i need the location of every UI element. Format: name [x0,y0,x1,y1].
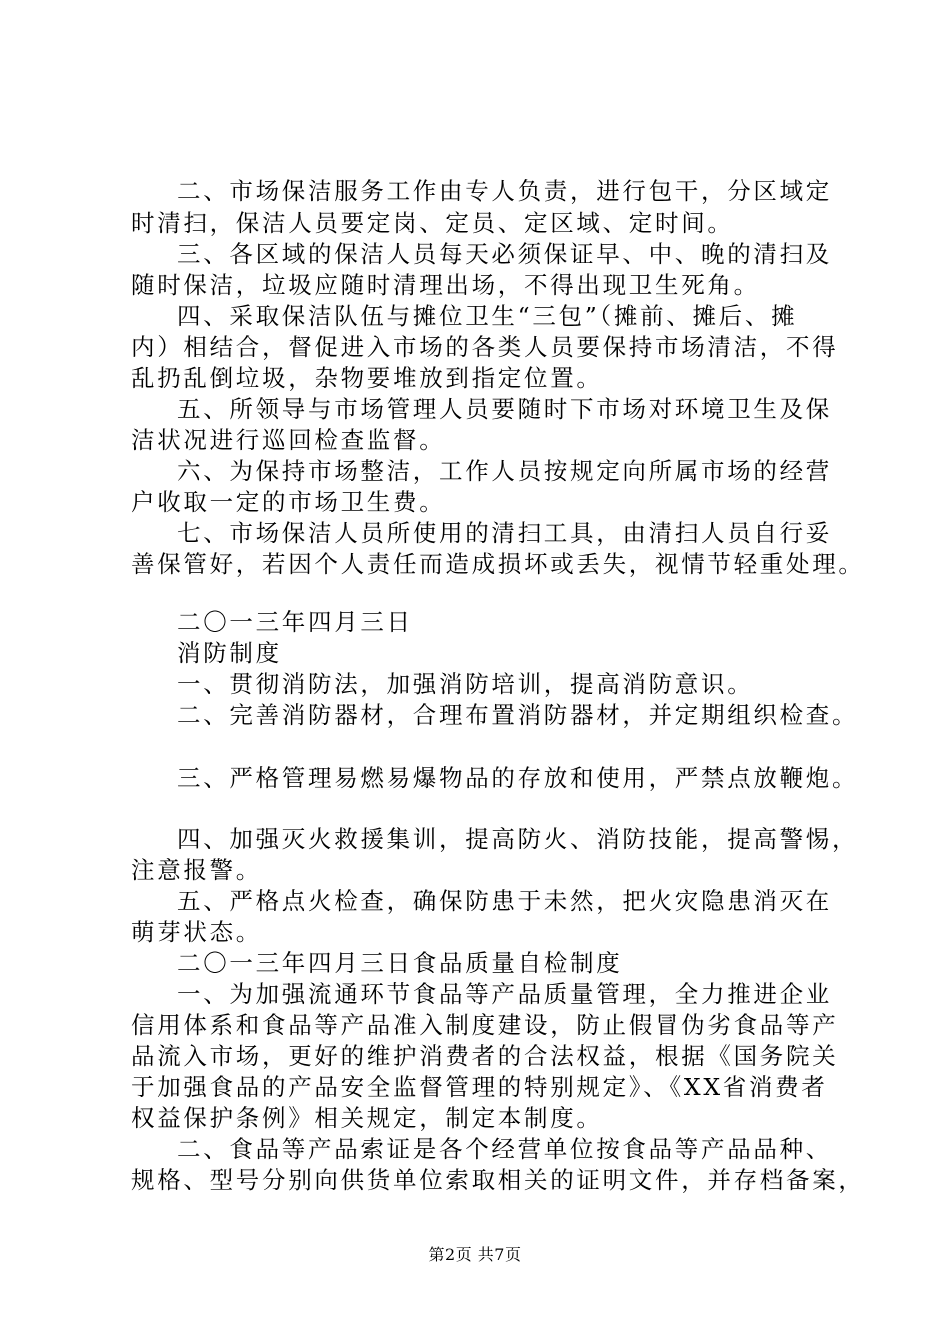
paragraph-line: 二、食品等产品索证是各个经营单位按食品等产品品种、 [177,1135,832,1163]
paragraph-line: 乱扔乱倒垃圾，杂物要堆放到指定位置。 [131,364,603,392]
paragraph-line: 三、严格管理易燃易爆物品的存放和使用，严禁点放鞭炮。 [177,764,859,792]
paragraph-line: 户收取一定的市场卫生费。 [131,488,446,516]
paragraph-line: 权益保护条例》相关规定，制定本制度。 [131,1104,603,1132]
paragraph-line: 萌芽状态。 [131,918,262,946]
paragraph-line: 四、加强灭火救援集训，提高防火、消防技能，提高警惕， [177,825,859,853]
paragraph-line: 注意报警。 [131,856,262,884]
paragraph-line: 洁状况进行巡回检查监督。 [131,426,446,454]
paragraph-line: 于加强食品的产品安全监督管理的特别规定》、《XX省消费者 [131,1073,828,1101]
paragraph-line: 四、采取保洁队伍与摊位卫生“三包”（摊前、摊后、摊 [177,302,798,330]
paragraph-line: 品流入市场，更好的维护消费者的合法权益，根据《国务院关 [131,1042,839,1070]
paragraph-line: 时清扫，保洁人员要定岗、定员、定区域、定时间。 [131,209,734,237]
paragraph-line: 规格、型号分别向供货单位索取相关的证明文件，并存档备案， [131,1166,865,1194]
paragraph-line: 二、市场保洁服务工作由专人负责，进行包干，分区域定 [177,177,832,205]
section-title: 消防制度 [177,639,282,667]
paragraph-line: 五、所领导与市场管理人员要随时下市场对环境卫生及保 [177,395,832,423]
paragraph-line: 一、为加强流通环节食品等产品质量管理，全力推进企业 [177,980,832,1008]
paragraph-line: 六、为保持市场整洁，工作人员按规定向所属市场的经营 [177,457,832,485]
paragraph-line: 三、各区域的保洁人员每天必须保证早、中、晚的清扫及 [177,240,832,268]
paragraph-line: 五、严格点火检查，确保防患于未然，把火灾隐患消灭在 [177,887,832,915]
paragraph-line: 内）相结合，督促进入市场的各类人员要保持市场清洁，不得 [131,333,839,361]
page-number-footer: 第2页 共7页 [428,1245,522,1264]
date-line: 二〇一三年四月三日 [177,608,413,636]
paragraph-line: 随时保洁，垃圾应随时清理出场，不得出现卫生死角。 [131,271,760,299]
paragraph-line: 二、完善消防器材，合理布置消防器材，并定期组织检查。 [177,701,859,729]
paragraph-line: 善保管好，若因个人责任而造成损坏或丢失，视情节轻重处理。 [131,550,865,578]
section-title: 二〇一三年四月三日食品质量自检制度 [177,949,623,977]
paragraph-line: 信用体系和食品等产品准入制度建设，防止假冒伪劣食品等产 [131,1011,839,1039]
paragraph-line: 一、贯彻消防法，加强消防培训，提高消防意识。 [177,670,754,698]
paragraph-line: 七、市场保洁人员所使用的清扫工具，由清扫人员自行妥 [177,519,832,547]
